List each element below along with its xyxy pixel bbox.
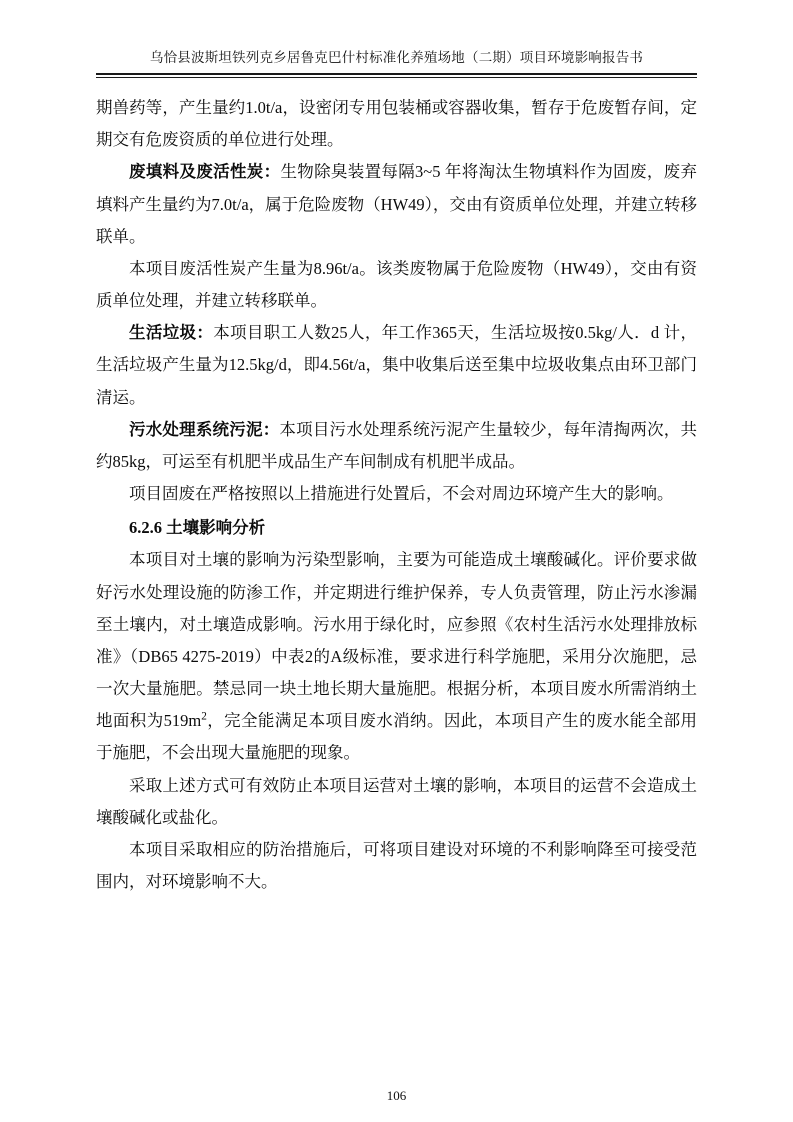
paragraph-text: 本项目采取相应的防治措施后，可将项目建设对环境的不利影响降至可接受范围内，对环境影响不大。 [96, 839, 697, 892]
document-header-title: 乌恰县波斯坦铁列克乡居鲁克巴什村标准化养殖场地（二期）项目环境影响报告书 [149, 50, 644, 65]
paragraph-text: 本项目职工人数25人，年工作365天，生活垃圾按0.5kg/人．d 计，生活垃圾产生量为12.5kg/d，即4.56t/a，集中收集后送至集中垃圾收集点由环卫部门清运。 [96, 323, 697, 407]
page-number: 106 [386, 1088, 407, 1103]
paragraph-solid-waste-summary [96, 478, 697, 510]
document-body [96, 92, 697, 898]
paragraph-soil-2 [96, 770, 697, 834]
paragraph-soil-1 [96, 544, 697, 769]
paragraph-text: 本项目污水处理系统污泥产生量较少，每年清掏两次，共约85kg，可运至有机肥半成品生产车间制成有机肥半成品。 [96, 419, 698, 471]
paragraph-text-part: 本项目对土壤的影响为污染型影响，主要为可能造成土壤酸碱化。评价要求做好污水处理设施的防渗工作，并定期进行维护保养，专人负责管理，防止污水渗漏至土壤内，对土壤造成影响。污水用于绿化时，应参照《农村生活污水处理排放标准》（DB65 4275-2019）中表2的A级标准，要求进行科学施肥，采用分次施肥，忌一次大量施肥。禁忌同一块土地长期大量施肥。根据分析，本项目废水所需消纳土地面积为519m [96, 550, 697, 731]
paragraph-text: 本项目废活性炭产生量为8.96t/a。该类废物属于危险废物（HW49），交由有资质单位处理，并建立转移联单。 [96, 258, 697, 311]
paragraph-domestic-garbage [96, 317, 697, 414]
header-divider [96, 73, 697, 78]
superscript-unit: 2 [201, 710, 207, 723]
paragraph-soil-3 [96, 834, 697, 898]
paragraph-text-part: ，完全能满足本项目废水消纳。因此，本项目产生的废水能全部用于施肥，不会出现大量施肥的现象。 [96, 711, 697, 763]
paragraph-lead-label: 生活垃圾： [129, 323, 214, 343]
section-heading-soil-impact: 6.2.6 土壤影响分析 [129, 518, 266, 538]
paragraph-text: 期兽药等，产生量约1.0t/a，设密闭专用包装桶或容器收集，暂存于危废暂存间，定期交有危废资质的单位进行处理。 [96, 98, 697, 150]
paragraph-lead-label: 废填料及废活性炭： [129, 162, 281, 182]
paragraph-continued [96, 92, 697, 156]
paragraph-sludge [96, 414, 697, 478]
paragraph-lead-label: 污水处理系统污泥： [129, 419, 280, 439]
paragraph-text: 采取上述方式可有效防止本项目运营对土壤的影响，本项目的运营不会造成土壤酸碱化或盐化。 [96, 775, 697, 827]
page-content-area [96, 46, 697, 1082]
paragraph-waste-filler [96, 156, 697, 253]
paragraph-text: 生物除臭装置每隔3~5 年将淘汰生物填料作为固废，废弃填料产生量约为7.0t/a，属于危险废物（HW49），交由有资质单位处理，并建立转移联单。 [96, 162, 697, 246]
paragraph-text: 项目固废在严格按照以上措施进行处置后，不会对周边环境产生大的影响。 [129, 484, 674, 504]
paragraph-activated-carbon [96, 253, 697, 317]
